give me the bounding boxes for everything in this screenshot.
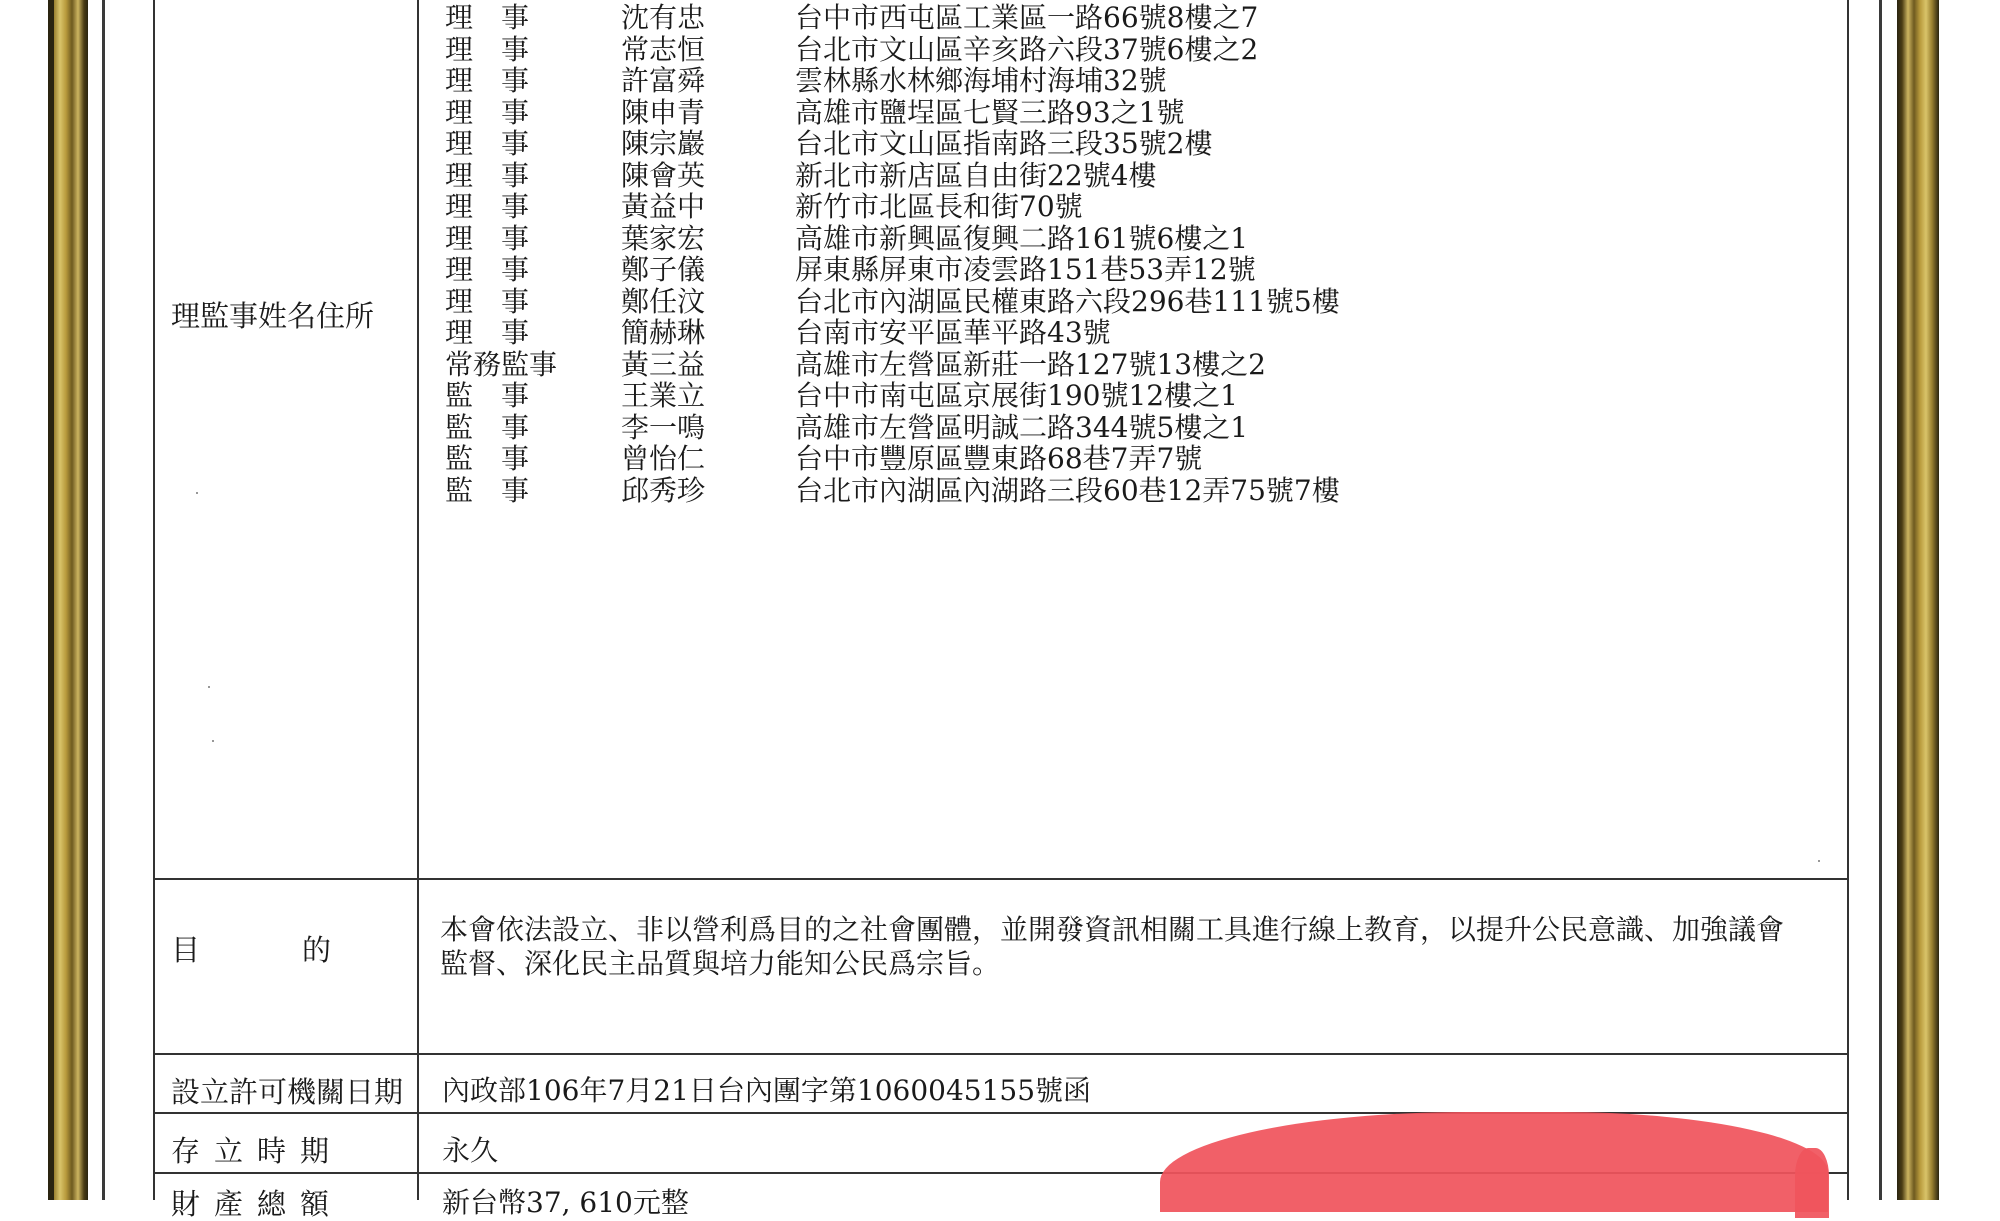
officer-title: 理 事 <box>445 221 530 255</box>
scan-speck <box>1818 860 1820 862</box>
officer-address: 台中市豐原區豐東路68巷7弄7號 <box>795 442 1203 475</box>
red-seal-stamp <box>1160 1112 1828 1212</box>
purpose-label-char: 目 <box>171 933 201 967</box>
officer-address: 高雄市左營區明誠二路344號5樓之1 <box>795 410 1249 444</box>
duration-row-label: 存立時期 <box>171 1134 344 1168</box>
approval-value: 內政部106年7月21日台內團字第1060045155號函 <box>442 1074 1092 1107</box>
officer-name: 簡赫琳 <box>621 316 706 349</box>
officer-name: 陳申青 <box>621 95 706 129</box>
officer-address: 台北市內湖區民權東路六段296巷111號5樓 <box>795 284 1340 318</box>
officers-row-label: 理監事姓名住所 <box>171 299 375 333</box>
officer-address: 新竹市北區長和街70號 <box>795 190 1083 223</box>
officer-name: 葉家宏 <box>621 221 706 255</box>
gold-frame-left <box>48 0 88 1200</box>
officer-title: 監 事 <box>445 473 530 507</box>
officer-address: 高雄市新興區復興二路161號6樓之1 <box>795 221 1249 255</box>
officer-address: 台南市安平區華平路43號 <box>795 316 1111 349</box>
scan-speck <box>196 492 198 494</box>
purpose-text-line-2: 監督、深化民主品質與培力能知公民爲宗旨。 <box>440 947 1001 980</box>
scan-speck <box>208 686 210 688</box>
officer-address: 台北市內湖區內湖路三段60巷12弄75號7樓 <box>795 473 1340 507</box>
officer-title: 理 事 <box>445 190 530 223</box>
officer-name: 黃益中 <box>621 190 706 223</box>
officer-address: 台中市西屯區工業區一路66號8樓之7 <box>795 1 1259 34</box>
scan-speck <box>212 740 214 742</box>
officer-address: 台中市南屯區京展街190號12樓之1 <box>795 379 1238 412</box>
officer-title: 常務監事 <box>445 347 558 381</box>
officer-title: 監 事 <box>445 442 530 475</box>
officer-name: 陳宗巖 <box>621 127 706 160</box>
frame-inner-line-right <box>1879 0 1882 1200</box>
gold-frame-right <box>1897 0 1939 1200</box>
next-row-value-partial: 新台幣37, 610元整 <box>442 1186 689 1219</box>
red-seal-stamp-edge <box>1795 1148 1829 1218</box>
officer-name: 王業立 <box>621 379 706 412</box>
officer-name: 陳會英 <box>621 158 706 192</box>
officer-name: 黃三益 <box>621 347 706 381</box>
officer-address: 台北市文山區辛亥路六段37號6樓之2 <box>795 32 1259 66</box>
officer-title: 理 事 <box>445 32 530 66</box>
row-divider-purpose-approval <box>153 1053 1849 1055</box>
purpose-row-label <box>171 933 331 967</box>
row-divider-officers-purpose <box>153 878 1849 880</box>
officer-name: 許富舜 <box>621 64 706 97</box>
officer-address: 台北市文山區指南路三段35號2樓 <box>795 127 1213 160</box>
purpose-label-char: 的 <box>301 933 331 967</box>
officer-name: 曾怡仁 <box>621 442 706 475</box>
officer-address: 新北市新店區自由街22號4樓 <box>795 158 1157 192</box>
officer-title: 理 事 <box>445 1 530 34</box>
officer-title: 監 事 <box>445 379 530 412</box>
officer-address: 高雄市鹽埕區七賢三路93之1號 <box>795 95 1185 129</box>
officer-title: 理 事 <box>445 64 530 97</box>
officer-title: 理 事 <box>445 284 530 318</box>
officer-address: 高雄市左營區新莊一路127號13樓之2 <box>795 347 1266 381</box>
officer-title: 理 事 <box>445 253 530 286</box>
officer-name: 李一鳴 <box>621 410 706 444</box>
approval-row-label: 設立許可機關日期 <box>171 1075 404 1109</box>
officer-name: 鄭任汶 <box>621 284 706 318</box>
officer-title: 理 事 <box>445 95 530 129</box>
officer-title: 監 事 <box>445 410 530 444</box>
officer-name: 常志恒 <box>621 32 706 66</box>
next-row-label-partial: 財產總額 <box>171 1187 344 1221</box>
officer-address: 屏東縣屏東市凌雲路151巷53弄12號 <box>795 253 1256 286</box>
duration-value: 永久 <box>442 1134 499 1167</box>
officer-name: 沈有忠 <box>621 1 706 34</box>
table-column-divider <box>417 0 419 1200</box>
officer-name: 鄭子儀 <box>621 253 706 286</box>
officer-address: 雲林縣水林鄉海埔村海埔32號 <box>795 64 1167 97</box>
officer-name: 邱秀珍 <box>621 473 706 507</box>
purpose-text-line-1: 本會依法設立、非以營利爲目的之社會團體，並開發資訊相關工具進行線上教育，以提升公民意識、加強議會 <box>440 913 1785 946</box>
officer-title: 理 事 <box>445 316 530 349</box>
officer-title: 理 事 <box>445 127 530 160</box>
officer-title: 理 事 <box>445 158 530 192</box>
table-border-right <box>1847 0 1849 1200</box>
table-border-left <box>153 0 155 1200</box>
frame-inner-line-left <box>102 0 105 1200</box>
